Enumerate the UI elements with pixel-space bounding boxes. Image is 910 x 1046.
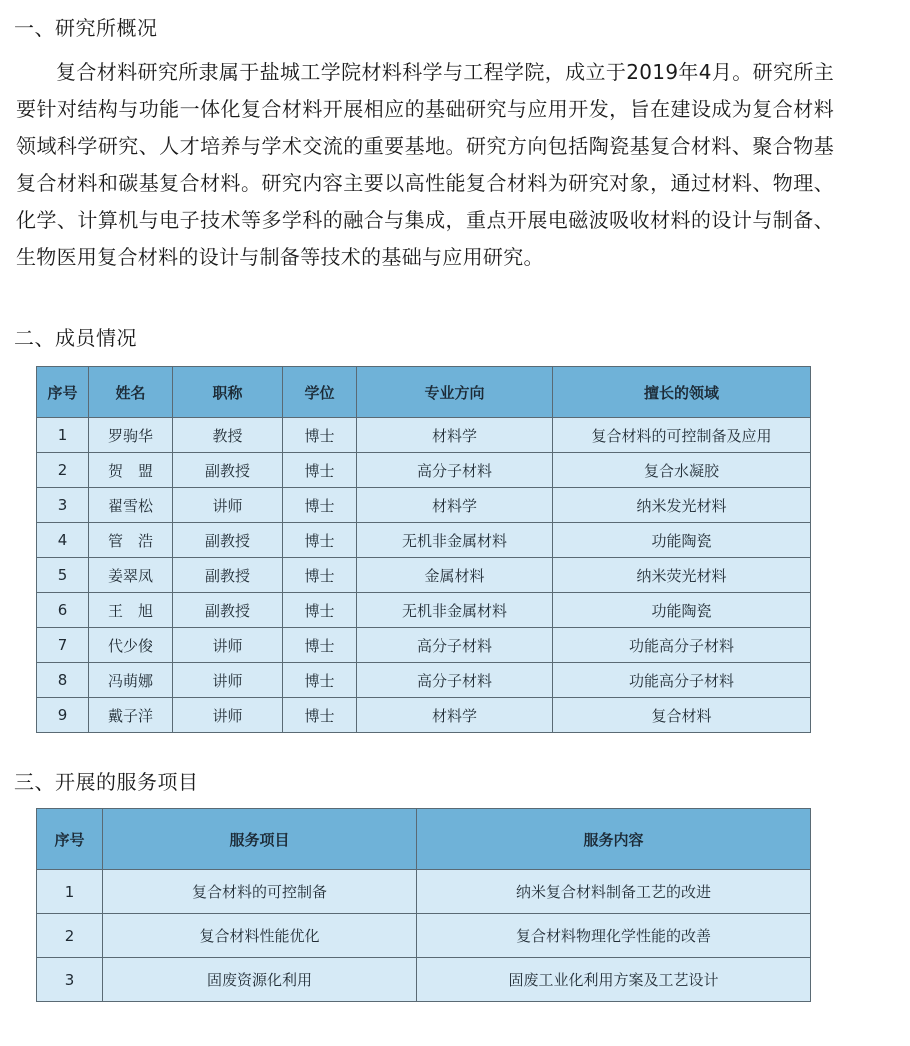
services-table-cell: 复合材料物理化学性能的改善 [417,914,811,958]
members-table-cell: 姜翠凤 [89,558,173,593]
services-table-cell: 复合材料性能优化 [103,914,417,958]
members-table-cell: 戴子洋 [89,698,173,733]
members-table-cell: 翟雪松 [89,488,173,523]
services-column-header: 服务项目 [103,809,417,870]
members-column-header: 擅长的领域 [553,367,811,418]
services-column-header: 服务内容 [417,809,811,870]
members-table-cell: 材料学 [357,488,553,523]
services-header-row [37,809,811,870]
members-table-cell: 讲师 [173,628,283,663]
services-column-header: 序号 [37,809,103,870]
members-table-cell: 博士 [283,628,357,663]
members-table-cell: 1 [37,418,89,453]
members-table-cell: 高分子材料 [357,628,553,663]
members-table-cell: 2 [37,453,89,488]
members-table-cell: 无机非金属材料 [357,523,553,558]
members-table-cell: 高分子材料 [357,663,553,698]
members-table-cell: 讲师 [173,663,283,698]
members-table-cell: 功能高分子材料 [553,663,811,698]
services-table-cell: 3 [37,958,103,1002]
services-table-cell: 复合材料的可控制备 [103,870,417,914]
overview-paragraph: 复合材料研究所隶属于盐城工学院材料科学与工程学院，成立于2019年4月。研究所主要针对结构与功能一体化复合材料开展相应的基础研究与应用开发，旨在建设成为复合材料领域科学研究、人才培养与学术交流的重要基地。研究方向包括陶瓷基复合材料、聚合物基复合材料和碳基复合材料。研究内容主要以高性能复合材料为研究对象，通过材料、物理、化学、计算机与电子技术等多学科的融合与集成，重点开展电磁波吸收材料的设计与制备、生物医用复合材料的设计与制备等技术的基础与应用研究。 [16,60,834,269]
section-heading-members: 二、成员情况 [14,326,137,350]
members-table-cell: 复合材料的可控制备及应用 [553,418,811,453]
members-table-cell: 副教授 [173,453,283,488]
members-column-header: 姓名 [89,367,173,418]
services-table-cell: 固废资源化利用 [103,958,417,1002]
members-table-cell: 高分子材料 [357,453,553,488]
members-header-row [37,367,811,418]
members-table-cell: 副教授 [173,523,283,558]
members-column-header: 序号 [37,367,89,418]
members-table-cell: 罗驹华 [89,418,173,453]
members-table-cell: 管 浩 [89,523,173,558]
members-table-cell: 金属材料 [357,558,553,593]
members-table-cell: 副教授 [173,593,283,628]
services-table-row [37,870,811,914]
members-table-cell: 纳米发光材料 [553,488,811,523]
members-table-cell: 王 旭 [89,593,173,628]
members-table-row [37,453,811,488]
members-table-cell: 9 [37,698,89,733]
members-table-cell: 博士 [283,663,357,698]
members-table-cell: 材料学 [357,418,553,453]
members-table-row [37,488,811,523]
members-table-cell: 3 [37,488,89,523]
members-table-cell: 代少俊 [89,628,173,663]
members-table-cell: 功能陶瓷 [553,523,811,558]
members-table-row [37,628,811,663]
members-table-row [37,558,811,593]
services-table-row [37,914,811,958]
members-table-cell: 贺 盟 [89,453,173,488]
members-table-cell: 副教授 [173,558,283,593]
members-table-cell: 5 [37,558,89,593]
services-table-row [37,958,811,1002]
members-table-cell: 博士 [283,488,357,523]
services-table-cell: 固废工业化利用方案及工艺设计 [417,958,811,1002]
members-table-cell: 功能陶瓷 [553,593,811,628]
members-table-cell: 讲师 [173,488,283,523]
section-heading-overview: 一、研究所概况 [14,16,158,40]
members-table-cell: 博士 [283,418,357,453]
section-heading-services: 三、开展的服务项目 [14,770,199,794]
members-table-row [37,418,811,453]
members-table-cell: 材料学 [357,698,553,733]
members-table-cell: 讲师 [173,698,283,733]
members-column-header: 学位 [283,367,357,418]
members-table-cell: 纳米荧光材料 [553,558,811,593]
members-table-cell: 复合材料 [553,698,811,733]
members-column-header: 职称 [173,367,283,418]
services-table-cell: 2 [37,914,103,958]
members-table-row [37,593,811,628]
services-table-cell: 1 [37,870,103,914]
members-table-cell: 功能高分子材料 [553,628,811,663]
members-column-header: 专业方向 [357,367,553,418]
members-table-cell: 教授 [173,418,283,453]
members-table [36,366,811,733]
members-table-row [37,523,811,558]
members-table-cell: 7 [37,628,89,663]
members-table-cell: 博士 [283,453,357,488]
members-table-cell: 冯萌娜 [89,663,173,698]
services-table-cell: 纳米复合材料制备工艺的改进 [417,870,811,914]
members-table-cell: 博士 [283,698,357,733]
members-table-row [37,663,811,698]
members-table-cell: 6 [37,593,89,628]
members-table-cell: 博士 [283,593,357,628]
members-table-cell: 无机非金属材料 [357,593,553,628]
members-table-cell: 博士 [283,523,357,558]
members-table-cell: 4 [37,523,89,558]
members-table-row [37,698,811,733]
members-table-cell: 复合水凝胶 [553,453,811,488]
members-table-cell: 8 [37,663,89,698]
services-table [36,808,811,1002]
members-table-cell: 博士 [283,558,357,593]
